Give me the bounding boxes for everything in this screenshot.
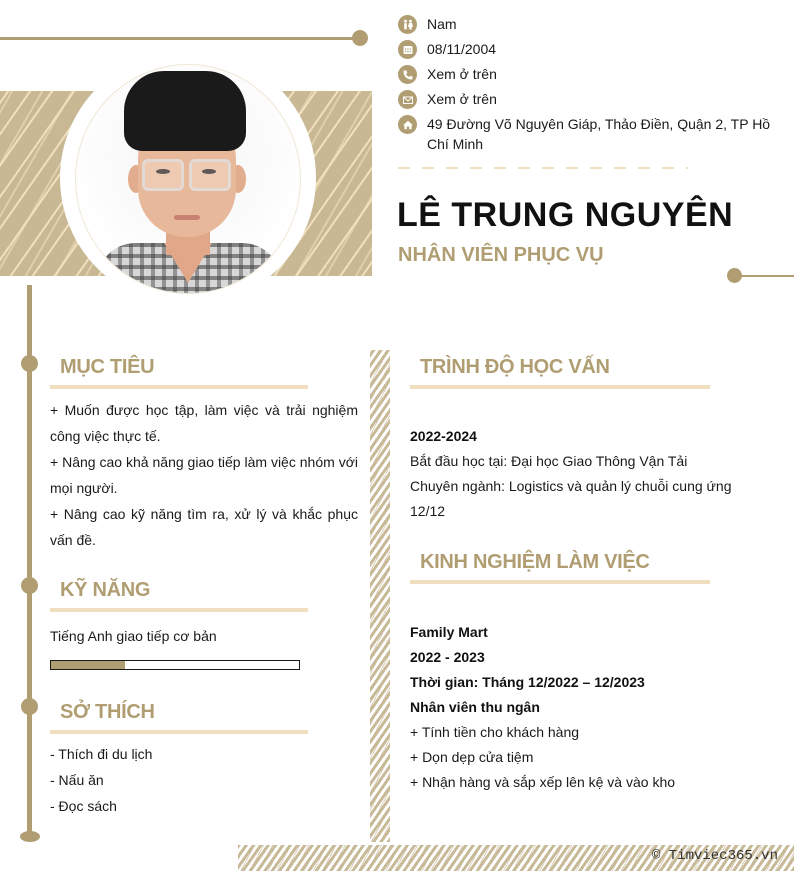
hobby-item: - Nấu ăn — [50, 772, 104, 788]
experience-task: + Tính tiền cho khách hàng — [410, 724, 580, 740]
candidate-name: LÊ TRUNG NGUYÊN — [397, 196, 734, 234]
gender-icon — [398, 15, 417, 34]
job-title: NHÂN VIÊN PHỤC VỤ — [398, 244, 604, 266]
skills-body — [50, 626, 358, 670]
experience-title: KINH NGHIỆM LÀM VIỆC — [420, 551, 650, 573]
skills-title: KỸ NĂNG — [60, 579, 151, 601]
contact-divider — [398, 167, 688, 169]
name-decor-dot — [727, 268, 742, 283]
hobbies-rule — [50, 730, 308, 734]
experience-header — [410, 551, 710, 584]
avatar-hair — [124, 71, 246, 151]
calendar-icon — [398, 40, 417, 59]
hobby-item: - Đọc sách — [50, 798, 117, 814]
education-title: TRÌNH ĐỘ HỌC VẤN — [420, 356, 610, 378]
skills-header — [50, 579, 308, 612]
education-grade: 12/12 — [410, 503, 446, 519]
education-body — [410, 424, 790, 524]
education-major: Chuyên ngành: Logistics và quản lý chuỗi cung ứng — [410, 478, 732, 494]
skills-rule — [50, 608, 308, 612]
phone-icon — [398, 65, 417, 84]
timeline-dot-hobbies — [21, 698, 38, 715]
avatar-glasses — [189, 159, 231, 191]
avatar-glasses — [142, 159, 184, 191]
education-header — [410, 356, 710, 389]
avatar-mouth — [174, 215, 200, 220]
objective-line: + Muốn được học tập, làm việc và trải nghiệm công việc thực tế. — [50, 402, 358, 444]
experience-task: + Dọn dẹp cửa tiệm — [410, 749, 534, 765]
home-icon — [398, 115, 417, 134]
education-rule — [410, 385, 710, 389]
experience-years: 2022 - 2023 — [410, 649, 485, 665]
birthdate-value: 08/11/2004 — [427, 41, 497, 57]
hobby-item: - Thích đi du lịch — [50, 746, 153, 762]
timeline-dot-objective — [21, 355, 38, 372]
hobbies-header — [50, 701, 308, 734]
skill-level-fill — [51, 661, 125, 669]
objective-line: + Nâng cao khả năng giao tiếp làm việc nhóm với mọi người. — [50, 454, 358, 496]
name-decor-line — [738, 275, 794, 277]
phone-value[interactable]: Xem ở trên — [427, 66, 497, 82]
skill-label: Tiếng Anh giao tiếp cơ bản — [50, 628, 217, 644]
gender-value: Nam — [427, 16, 457, 32]
email-value[interactable]: Xem ở trên — [427, 91, 497, 107]
contact-phone — [398, 64, 788, 89]
objective-header — [50, 356, 308, 389]
objective-title: MỤC TIÊU — [60, 356, 155, 378]
contact-info — [398, 14, 788, 154]
header-decor-line — [0, 37, 360, 40]
experience-body — [410, 620, 790, 795]
column-divider-strip — [370, 350, 390, 842]
objective-line: + Nâng cao kỹ năng tìm ra, xử lý và khắc phục vấn đề. — [50, 506, 358, 548]
copyright-text: © Timviec365.vn — [651, 848, 778, 864]
contact-birthdate — [398, 39, 788, 64]
experience-duration: Thời gian: Tháng 12/2022 – 12/2023 — [410, 674, 645, 690]
avatar — [75, 64, 301, 294]
contact-gender — [398, 14, 788, 39]
experience-position: Nhân viên thu ngân — [410, 699, 540, 715]
experience-rule — [410, 580, 710, 584]
address-value: 49 Đường Võ Nguyên Giáp, Thảo Điền, Quận 2, TP Hồ Chí Minh — [427, 116, 771, 152]
experience-task: + Nhận hàng và sắp xếp lên kệ và vào kho — [410, 774, 676, 790]
hobbies-title: SỞ THÍCH — [60, 701, 155, 723]
header-decor-dot — [352, 30, 368, 46]
contact-address — [398, 114, 788, 154]
education-period: 2022-2024 — [410, 428, 477, 444]
timeline-dot-skills — [21, 577, 38, 594]
objective-rule — [50, 385, 308, 389]
timeline-end-cap — [20, 831, 40, 842]
mail-icon — [398, 90, 417, 109]
objective-body — [50, 397, 358, 553]
hobbies-body — [50, 741, 358, 819]
contact-email — [398, 89, 788, 114]
education-school: Bắt đầu học tại: Đại học Giao Thông Vận Tải — [410, 453, 688, 469]
experience-company: Family Mart — [410, 624, 488, 640]
skill-level-bar — [50, 660, 300, 670]
